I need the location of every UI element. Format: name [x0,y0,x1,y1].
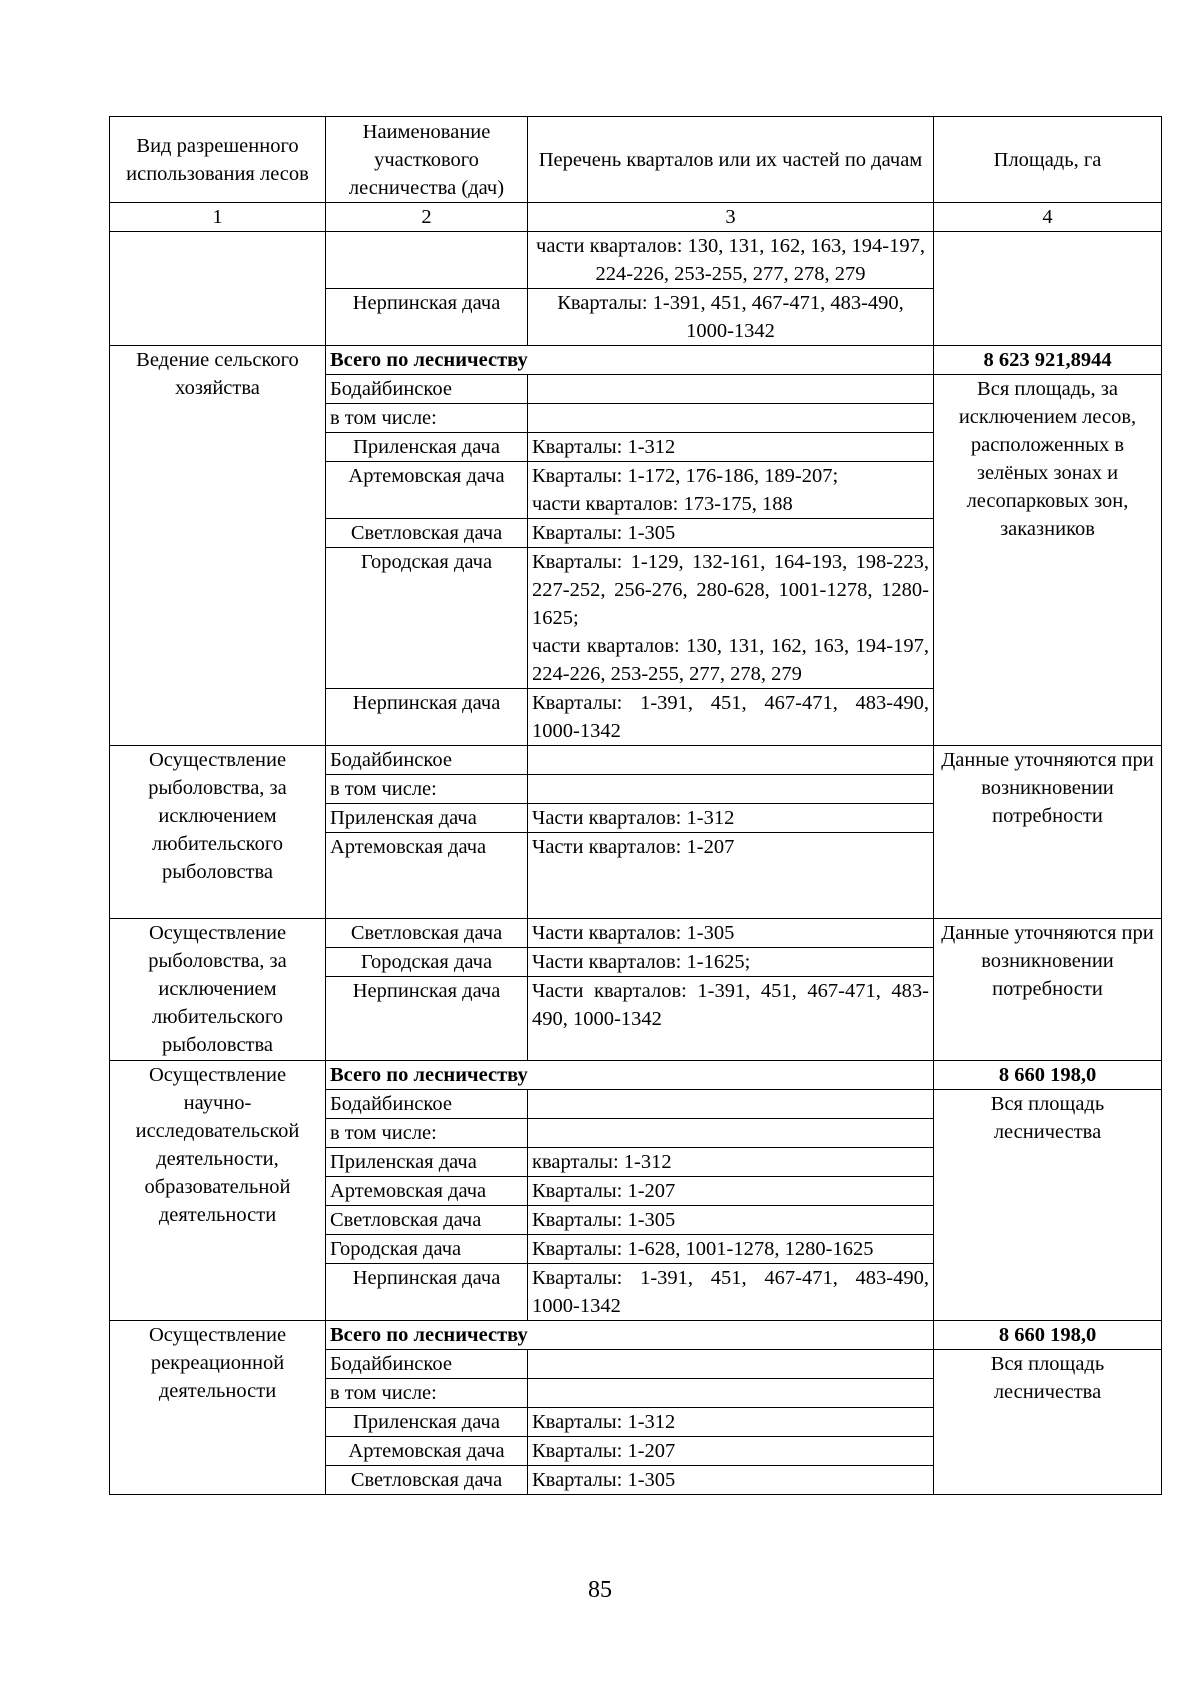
quarters-cell: Кварталы: 1-305 [528,1466,934,1495]
quarters-cell [528,404,934,433]
forestry-name-cell: в том числе: [326,1119,528,1148]
table-row [110,232,1162,289]
quarters-cell: Кварталы: 1-129, 132-161, 164-193, 198-223, 227-252, 256-276, 280-628, 1001-1278, 1280-1625; части кварталов: 130, 131, 162, 163, 194-197, 224-226, 253-255, 277, 278, 279 [528,548,934,689]
forestry-name-cell: Бодайбинское [326,375,528,404]
quarters-cell: Части кварталов: 1-207 [528,833,934,919]
quarters-cell: Кварталы: 1-207 [528,1177,934,1206]
quarters-cell: Кварталы: 1-312 [528,433,934,462]
total-label-cell: Всего по лесничеству [326,1321,934,1350]
quarters-cell: Кварталы: 1-312 [528,1408,934,1437]
header-number-1: 1 [110,203,326,232]
total-area-cell: 8 623 921,8944 [934,346,1162,375]
forestry-name-cell: Приленская дача [326,1408,528,1437]
quarters-cell: Части кварталов: 1-391, 451, 467-471, 483-490, 1000-1342 [528,977,934,1061]
use-type-cell: Осуществление рыболовства, за исключением любительского рыболовства [110,746,326,919]
area-note-cell: Вся площадь, за исключением лесов, расположенных в зелёных зонах и лесопарковых зон, заказников [934,375,1162,746]
forestry-name-cell: Приленская дача [326,804,528,833]
use-type-cell [110,232,326,346]
header-forestry-name: Наименование участкового лесничества (дач) [326,117,528,203]
quarters-cell [528,1090,934,1119]
quarters-cell: Кварталы: 1-628, 1001-1278, 1280-1625 [528,1235,934,1264]
total-area-cell: 8 660 198,0 [934,1061,1162,1090]
quarters-cell: Кварталы: 1-305 [528,1206,934,1235]
forestry-name-cell: Артемовская дача [326,1437,528,1466]
total-label-cell: Всего по лесничеству [326,346,934,375]
page-number: 85 [588,1577,612,1603]
quarters-cell: Кварталы: 1-207 [528,1437,934,1466]
header-number-2: 2 [326,203,528,232]
forestry-name-cell: Приленская дача [326,1148,528,1177]
header-number-4: 4 [934,203,1162,232]
quarters-cell [528,1379,934,1408]
quarters-cell: Кварталы: 1-391, 451, 467-471, 483-490, 1000-1342 [528,289,934,346]
header-use-type: Вид разрешенного использования лесов [110,117,326,203]
table-row [110,346,1162,375]
header-area: Площадь, га [934,117,1162,203]
quarters-cell: Кварталы: 1-305 [528,519,934,548]
forestry-name-cell: Городская дача [326,548,528,689]
use-type-cell: Ведение сельского хозяйства [110,346,326,746]
use-type-cell: Осуществление рыболовства, за исключением любительского рыболовства [110,919,326,1061]
table-row [110,746,1162,775]
forestry-name-cell: Артемовская дача [326,1177,528,1206]
forestry-name-cell: Светловская дача [326,1466,528,1495]
forestry-name-cell: Городская дача [326,1235,528,1264]
area-note-cell: Данные уточняются при возникновении потребности [934,746,1162,919]
area-cell [934,232,1162,346]
forestry-name-cell: Артемовская дача [326,833,528,919]
forest-use-table [109,116,1162,1495]
forestry-name-cell: Светловская дача [326,1206,528,1235]
quarters-cell [528,775,934,804]
quarters-cell: Части кварталов: 1-305 [528,919,934,948]
quarters-cell [528,1119,934,1148]
quarters-cell: Кварталы: 1-172, 176-186, 189-207; части кварталов: 173-175, 188 [528,462,934,519]
area-note-cell: Данные уточняются при возникновении потребности [934,919,1162,1061]
quarters-cell: Части кварталов: 1-1625; [528,948,934,977]
forestry-name-cell: в том числе: [326,775,528,804]
header-row [110,117,1162,203]
total-area-cell: 8 660 198,0 [934,1321,1162,1350]
quarters-cell: Части кварталов: 1-312 [528,804,934,833]
forestry-name-cell: Бодайбинское [326,1350,528,1379]
forestry-name-cell: Городская дача [326,948,528,977]
forestry-name-cell: Нерпинская дача [326,977,528,1061]
use-type-cell: Осуществление рекреационной деятельности [110,1321,326,1495]
area-note-cell: Вся площадь лесничества [934,1090,1162,1321]
forestry-name-cell: Бодайбинское [326,1090,528,1119]
total-label-cell: Всего по лесничеству [326,1061,934,1090]
quarters-cell [528,375,934,404]
forestry-name-cell: Артемовская дача [326,462,528,519]
quarters-cell: части кварталов: 130, 131, 162, 163, 194-197, 224-226, 253-255, 277, 278, 279 [528,232,934,289]
table-row [110,919,1162,948]
quarters-cell [528,746,934,775]
forestry-name-cell: Нерпинская дача [326,689,528,746]
use-type-cell: Осуществление научно-исследовательской деятельности, образовательной деятельности [110,1061,326,1321]
table-row [110,1061,1162,1090]
forestry-name-cell: Бодайбинское [326,746,528,775]
header-quarters-list: Перечень кварталов или их частей по дачам [528,117,934,203]
quarters-cell: Кварталы: 1-391, 451, 467-471, 483-490, 1000-1342 [528,689,934,746]
table-row [110,1321,1162,1350]
area-note-cell: Вся площадь лесничества [934,1350,1162,1495]
quarters-cell: Кварталы: 1-391, 451, 467-471, 483-490, 1000-1342 [528,1264,934,1321]
forestry-name-cell: Светловская дача [326,919,528,948]
forestry-name-cell: Приленская дача [326,433,528,462]
header-number-row [110,203,1162,232]
forestry-name-cell [326,232,528,289]
forestry-name-cell: Нерпинская дача [326,1264,528,1321]
forestry-name-cell: Светловская дача [326,519,528,548]
forestry-name-cell: Нерпинская дача [326,289,528,346]
forestry-name-cell: в том числе: [326,404,528,433]
header-number-3: 3 [528,203,934,232]
quarters-cell: кварталы: 1-312 [528,1148,934,1177]
forestry-name-cell: в том числе: [326,1379,528,1408]
quarters-cell [528,1350,934,1379]
